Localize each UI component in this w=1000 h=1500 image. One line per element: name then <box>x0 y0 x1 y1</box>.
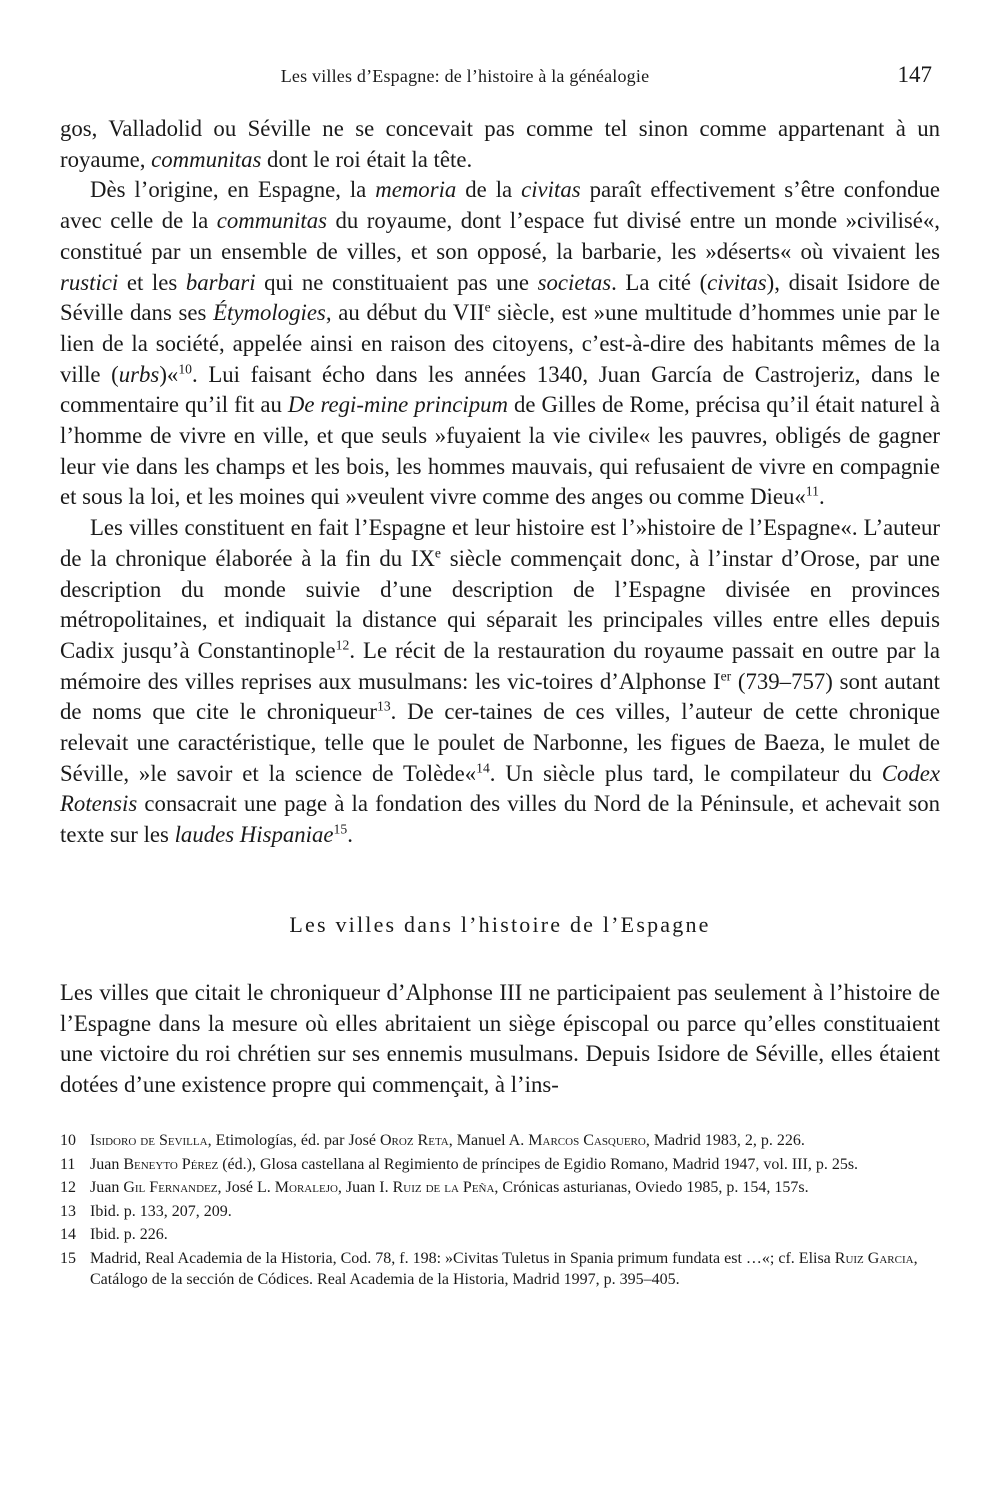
footnote-text: Madrid, Real Academia de la Historia, Cod. 78, f. 198: »Civitas Tuletus in Spania primum fundata est …«; cf. Elisa Ruiz Garcia, Catálogo de la sección de Códices. Real Academia de la Historia, Madrid 1997, p. 395–405. <box>90 1249 918 1288</box>
footnotes <box>60 1130 940 1293</box>
section-heading: Les villes dans l’histoire de l’Espagne <box>289 912 711 937</box>
page-number: 147 <box>897 62 932 87</box>
footnote <box>60 1201 940 1223</box>
footnote-number: 13 <box>60 1202 76 1220</box>
footnote-text: Juan Beneyto Pérez (éd.), Glosa castellana al Regimiento de príncipes de Egidio Romano, Madrid 1947, vol. III, p. 25s. <box>90 1155 859 1173</box>
paragraph-1: gos, Valladolid ou Séville ne se concevait pas comme tel sinon comme appartenant à un royaume, communitas dont le roi était la tête. <box>60 116 940 172</box>
paragraph-2: Dès l’origine, en Espagne, la memoria de la civitas paraît effectivement s’être confondue avec celle de la communitas du royaume, dont l’espace fut divisé entre un monde »civilisé«, constitué par un ensemble de villes, et son opposé, la barbarie, les »déserts« où vivaient les rustici et les barbari qui ne constituaient pas une societas. La cité (civitas), disait Isidore de Séville dans ses Étymologies, au début du VIIe siècle, est »une multitude d’hommes unie par le lien de la société, appelée ainsi en raison des citoyens, c’est-à-dire des habitants mêmes de la ville (urbs)«$^{10}$. Lui faisant écho dans les années 1340, Juan García de Castrojeriz, dans le commentaire qu’il fit au De regi-mine principum de Gilles de Rome, précisa qu’il était naturel à l’homme de vivre en ville, et que seuls »fuyaient la vie civile« les pauvres, obligés de gagner leur vie dans les champs et les bois, les hommes mauvais, qui refusaient de vivre en compagnie et sous la loi, et les moines qui »veulent vivre comme des anges ou comme Dieu«$^{11}$. <box>60 177 941 510</box>
footnote-number: 15 <box>60 1249 76 1267</box>
running-header <box>60 62 940 92</box>
paragraph-3: Les villes constituent en fait l’Espagne et leur histoire est l’»histoire de l’Espagne«. L’auteur de la chronique élaborée à la fin du IXe siècle commençait donc, à l’instar d’Orose, par une description du monde suivie d’une description de l’Espagne divisée en provinces métropolitaines, et indiquait la distance qui séparait les principales villes entre elles depuis Cadix jusqu’à Constantinople$^{12}$. Le récit de la restauration du royaume passait en outre par la mémoire des villes reprises aux musulmans: les vic-toires d’Alphonse Ier (739–757) sont autant de noms que cite le chroniqueur$^{13}$. De cer-taines de ces villes, l’auteur de cette chronique relevait une caractéristique, telle que le poulet de Narbonne, les figues de Baeza, le mulet de Séville, »le savoir et la science de Tolède«$^{14}$. Un siècle plus tard, le compilateur du Codex Rotensis consacrait une page à la fondation des villes du Nord de la Péninsule, et achevait son texte sur les laudes Hispaniae$^{15}$. <box>60 515 940 848</box>
footnote-number: 10 <box>60 1132 76 1149</box>
footnote <box>60 1248 940 1291</box>
footnote-number: 14 <box>60 1226 76 1243</box>
footnote <box>60 1130 940 1152</box>
footnote-text: Ibid. p. 133, 207, 209. <box>90 1202 232 1220</box>
footnote <box>60 1154 940 1176</box>
footnote-number: 11 <box>60 1155 76 1173</box>
section-paragraph: Les villes que citait le chroniqueur d’Alphonse III ne participaient pas seulement à l’histoire de l’Espagne dans la mesure où elles abritaient un siège épiscopal ou parce qu’elles constituaient une victoire du roi chrétien sur ses ennemis musulmans. Depuis Isidore de Séville, elles étaient dotées d’une existence propre qui commençait, à l’ins- <box>60 980 940 1098</box>
main-text <box>60 114 940 851</box>
section-text <box>60 978 940 1101</box>
footnote-text: Juan Gil Fernandez, José L. Moralejo, Juan I. Ruiz de la Peña, Crónicas asturianas, Oviedo 1985, p. 154, 157s. <box>90 1179 809 1196</box>
footnote-text: Isidoro de Sevilla, Etimologías, éd. par José Oroz Reta, Manuel A. Marcos Casquero, Madrid 1983, 2, p. 226. <box>90 1132 805 1149</box>
footnote-text: Ibid. p. 226. <box>90 1226 168 1243</box>
footnote <box>60 1224 940 1246</box>
footnote <box>60 1177 940 1199</box>
running-title: Les villes d’Espagne: de l’histoire à la généalogie <box>280 66 650 86</box>
footnote-number: 12 <box>60 1179 76 1196</box>
